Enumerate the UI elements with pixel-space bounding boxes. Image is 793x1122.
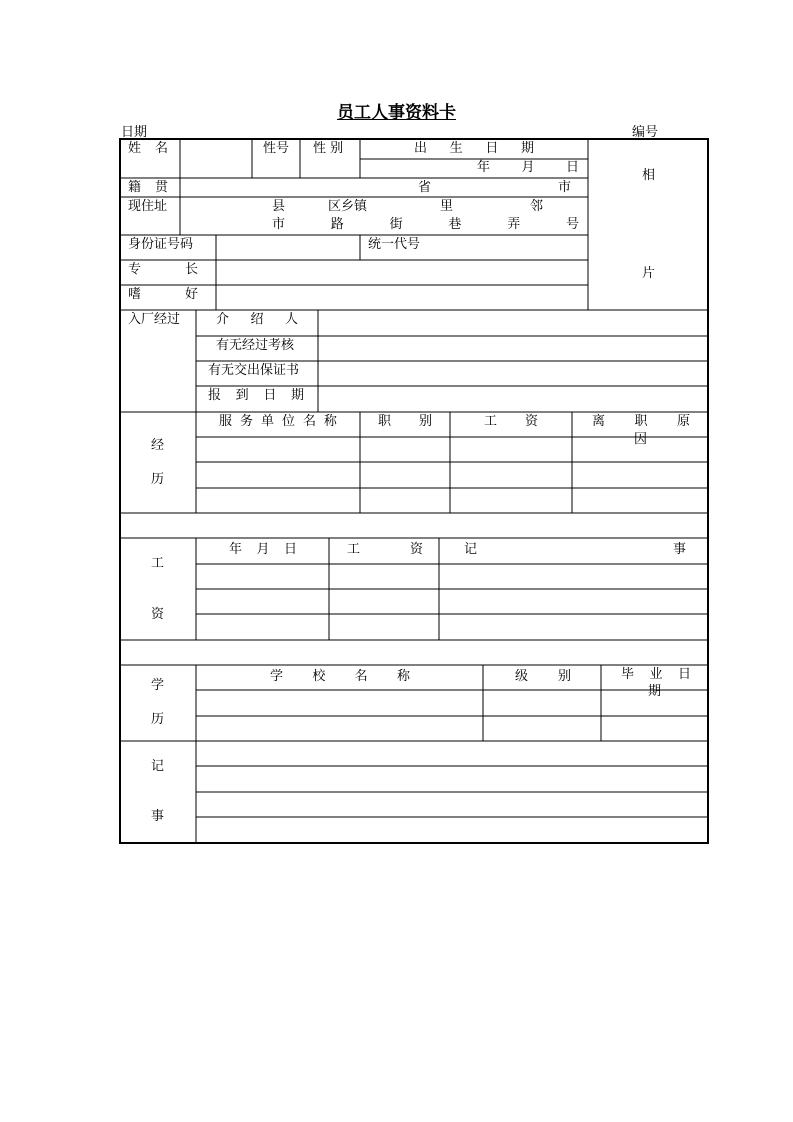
birth-label: 出 生 日 期 [414, 141, 534, 156]
province-label: 省 [418, 180, 432, 195]
education-label-1: 学 [151, 678, 165, 693]
specialty-label: 专 长 [128, 262, 198, 277]
name-label: 姓 名 [128, 141, 168, 156]
experience-label-2: 历 [151, 472, 165, 487]
report-date-label: 报 到 日 期 [208, 388, 304, 403]
introducer-label: 介 绍 人 [216, 312, 298, 327]
number-label: 编号 [632, 125, 659, 140]
sal-col-date: 年 月 日 [229, 542, 297, 557]
address-lin: 邻 [530, 199, 544, 214]
photo-label-1: 相 [642, 168, 656, 183]
edu-col-grad-date: 毕 业 日 期 [621, 667, 691, 699]
notes-label-1: 记 [151, 759, 165, 774]
education-label-2: 历 [151, 712, 165, 727]
address-township: 区乡镇 [328, 199, 368, 214]
edu-col-school: 学 校 名 称 [270, 669, 410, 684]
exp-col-salary: 工 资 [484, 414, 538, 429]
edu-col-level: 级 别 [515, 669, 571, 684]
form-title: 员工人事资料卡 [337, 103, 456, 123]
unified-code-label: 统一代号 [368, 237, 421, 252]
salary-label-1: 工 [151, 556, 165, 571]
guarantee-label: 有无交出保证书 [208, 363, 300, 378]
address-county: 县 [272, 199, 286, 214]
gender-code-label: 性号 [263, 141, 290, 156]
notes-label-2: 事 [151, 809, 165, 824]
date-label: 日期 [121, 125, 148, 140]
salary-label-2: 资 [151, 607, 165, 622]
sal-col-notes: 记 事 [464, 542, 686, 557]
id-label: 身份证号码 [128, 237, 194, 252]
city-label: 市 [558, 180, 572, 195]
photo-label-2: 片 [642, 266, 656, 281]
exp-col-unit: 服 务 单 位 名 称 [219, 414, 337, 429]
assessed-label: 有无经过考核 [216, 338, 295, 353]
address-line2: 市 路 街 巷 弄 号 [272, 217, 579, 232]
birth-ymd: 年 月 日 [477, 160, 579, 175]
experience-label-1: 经 [151, 438, 165, 453]
exp-col-title: 职 别 [378, 414, 432, 429]
address-li: 里 [440, 199, 454, 214]
hobby-label: 嗜 好 [128, 287, 198, 302]
exp-col-reason: 离 职 原 因 [592, 414, 690, 447]
sal-col-salary: 工 资 [347, 542, 423, 557]
address-label: 现住址 [128, 199, 168, 214]
gender-label: 性 别 [313, 141, 344, 156]
entry-label: 入厂经过 [128, 312, 181, 327]
native-label: 籍 贯 [128, 180, 168, 195]
